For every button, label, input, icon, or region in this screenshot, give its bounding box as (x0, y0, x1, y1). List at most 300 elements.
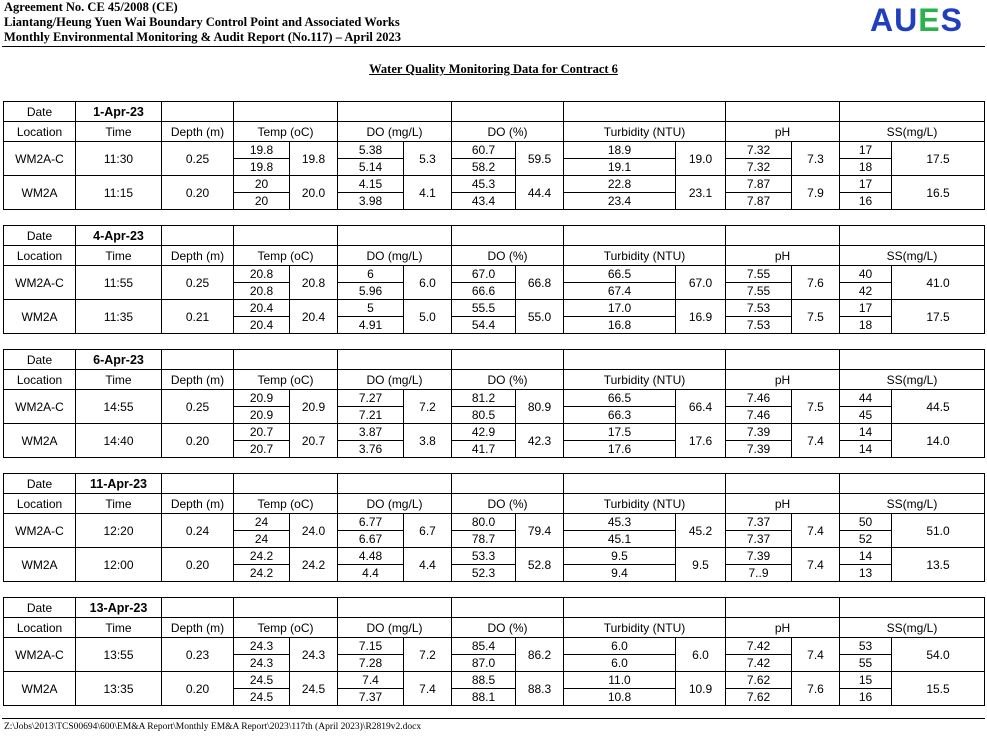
temp-reading-1: 20.9 (234, 390, 290, 407)
turbidity-reading-1: 17.0 (564, 300, 676, 317)
empty-cell (338, 598, 452, 618)
date-value: 11-Apr-23 (76, 474, 162, 494)
do-pct-average: 44.4 (516, 176, 564, 210)
agreement-no: Agreement No. CE 45/2008 (CE) (4, 0, 178, 14)
temp-reading-1: 19.8 (234, 142, 290, 159)
ss-average: 17.5 (892, 300, 985, 334)
do-pct-reading-2: 52.3 (452, 565, 516, 582)
station-row (4, 548, 985, 565)
empty-cell (726, 226, 840, 246)
header-temp: Temp (oC) (234, 370, 338, 390)
do-pct-reading-2: 43.4 (452, 193, 516, 210)
time-cell: 11:30 (76, 142, 162, 176)
ss-reading-2: 16 (840, 689, 892, 706)
turbidity-reading-2: 16.8 (564, 317, 676, 334)
empty-cell (840, 350, 985, 370)
ph-average: 7.5 (792, 390, 840, 424)
report-title: Monthly Environmental Monitoring & Audit Report (No.117) – April 2023 (4, 30, 402, 44)
ph-reading-2: 7.87 (726, 193, 792, 210)
location-cell: WM2A (4, 176, 76, 210)
header-time: Time (76, 246, 162, 266)
header-temp: Temp (oC) (234, 246, 338, 266)
date-value: 1-Apr-23 (76, 102, 162, 122)
ph-average: 7.4 (792, 514, 840, 548)
ph-average: 7.4 (792, 424, 840, 458)
depth-cell: 0.20 (162, 424, 234, 458)
ss-reading-2: 55 (840, 655, 892, 672)
date-value: 13-Apr-23 (76, 598, 162, 618)
empty-cell (452, 474, 564, 494)
turbidity-reading-1: 22.8 (564, 176, 676, 193)
empty-cell (234, 226, 338, 246)
empty-cell (564, 350, 726, 370)
date-label: Date (4, 474, 76, 494)
do-mgl-reading-2: 5.14 (338, 159, 404, 176)
ph-reading-2: 7.62 (726, 689, 792, 706)
header-depth: Depth (m) (162, 246, 234, 266)
ss-reading-2: 45 (840, 407, 892, 424)
time-cell: 14:55 (76, 390, 162, 424)
temp-average: 19.8 (290, 142, 338, 176)
station-row (4, 638, 985, 655)
turbidity-average: 9.5 (676, 548, 726, 582)
location-cell: WM2A (4, 300, 76, 334)
header-do-pct: DO (%) (452, 618, 564, 638)
temp-reading-2: 24.5 (234, 689, 290, 706)
turbidity-average: 10.9 (676, 672, 726, 706)
header-time: Time (76, 370, 162, 390)
date-row (4, 350, 985, 370)
station-row (4, 266, 985, 283)
empty-cell (162, 350, 234, 370)
turbidity-average: 19.0 (676, 142, 726, 176)
depth-cell: 0.24 (162, 514, 234, 548)
ph-reading-1: 7.53 (726, 300, 792, 317)
station-row (4, 300, 985, 317)
empty-cell (564, 598, 726, 618)
empty-cell (452, 598, 564, 618)
turbidity-average: 23.1 (676, 176, 726, 210)
depth-cell: 0.25 (162, 390, 234, 424)
temp-average: 20.9 (290, 390, 338, 424)
do-mgl-reading-1: 6.77 (338, 514, 404, 531)
ss-reading-2: 18 (840, 159, 892, 176)
ss-reading-1: 50 (840, 514, 892, 531)
document-header (4, 0, 401, 45)
water-quality-table (3, 473, 985, 582)
turbidity-reading-2: 67.4 (564, 283, 676, 300)
do-pct-reading-2: 87.0 (452, 655, 516, 672)
date-value: 4-Apr-23 (76, 226, 162, 246)
header-depth: Depth (m) (162, 494, 234, 514)
date-row (4, 598, 985, 618)
temp-reading-1: 24.5 (234, 672, 290, 689)
do-pct-reading-1: 53.3 (452, 548, 516, 565)
temp-reading-1: 24.2 (234, 548, 290, 565)
ss-reading-2: 14 (840, 441, 892, 458)
do-pct-reading-2: 41.7 (452, 441, 516, 458)
do-pct-average: 66.8 (516, 266, 564, 300)
do-pct-reading-2: 78.7 (452, 531, 516, 548)
monitoring-group (3, 473, 984, 582)
temp-reading-2: 20.8 (234, 283, 290, 300)
header-ph: pH (726, 494, 840, 514)
do-mgl-average: 4.4 (404, 548, 452, 582)
header-depth: Depth (m) (162, 370, 234, 390)
date-label: Date (4, 102, 76, 122)
header-do-mgl: DO (mg/L) (338, 122, 452, 142)
temp-average: 24.2 (290, 548, 338, 582)
do-mgl-reading-1: 5 (338, 300, 404, 317)
station-row (4, 424, 985, 441)
header-turbidity: Turbidity (NTU) (564, 618, 726, 638)
date-label: Date (4, 598, 76, 618)
do-mgl-average: 6.7 (404, 514, 452, 548)
do-pct-average: 59.5 (516, 142, 564, 176)
temp-reading-2: 20.9 (234, 407, 290, 424)
header-ss: SS(mg/L) (840, 494, 985, 514)
do-mgl-reading-1: 4.48 (338, 548, 404, 565)
water-quality-table (3, 101, 985, 210)
turbidity-reading-2: 23.4 (564, 193, 676, 210)
empty-cell (234, 350, 338, 370)
header-do-mgl: DO (mg/L) (338, 618, 452, 638)
date-label: Date (4, 226, 76, 246)
temp-average: 20.8 (290, 266, 338, 300)
temp-reading-2: 24 (234, 531, 290, 548)
ss-average: 16.5 (892, 176, 985, 210)
ph-reading-1: 7.42 (726, 638, 792, 655)
logo-letter-u: U (894, 2, 919, 38)
do-pct-reading-1: 88.5 (452, 672, 516, 689)
do-mgl-reading-2: 7.28 (338, 655, 404, 672)
ph-reading-2: 7.32 (726, 159, 792, 176)
ph-average: 7.3 (792, 142, 840, 176)
do-mgl-average: 7.2 (404, 390, 452, 424)
empty-cell (162, 598, 234, 618)
turbidity-reading-1: 6.0 (564, 638, 676, 655)
do-mgl-reading-2: 4.91 (338, 317, 404, 334)
do-mgl-reading-1: 7.4 (338, 672, 404, 689)
empty-cell (162, 474, 234, 494)
do-mgl-reading-2: 7.21 (338, 407, 404, 424)
header-do-mgl: DO (mg/L) (338, 370, 452, 390)
ss-reading-1: 40 (840, 266, 892, 283)
turbidity-reading-1: 18.9 (564, 142, 676, 159)
ss-average: 13.5 (892, 548, 985, 582)
column-header-row (4, 122, 985, 142)
station-row (4, 514, 985, 531)
do-mgl-reading-1: 7.27 (338, 390, 404, 407)
ss-reading-1: 14 (840, 548, 892, 565)
header-ss: SS(mg/L) (840, 122, 985, 142)
do-pct-reading-2: 88.1 (452, 689, 516, 706)
ph-reading-1: 7.32 (726, 142, 792, 159)
ss-reading-1: 15 (840, 672, 892, 689)
ss-average: 15.5 (892, 672, 985, 706)
do-mgl-reading-1: 4.15 (338, 176, 404, 193)
footer-divider (2, 718, 985, 719)
header-time: Time (76, 618, 162, 638)
do-mgl-average: 7.4 (404, 672, 452, 706)
do-pct-reading-2: 54.4 (452, 317, 516, 334)
empty-cell (234, 102, 338, 122)
do-pct-average: 42.3 (516, 424, 564, 458)
header-ph: pH (726, 618, 840, 638)
do-mgl-reading-2: 6.67 (338, 531, 404, 548)
empty-cell (840, 102, 985, 122)
do-pct-average: 86.2 (516, 638, 564, 672)
location-cell: WM2A-C (4, 638, 76, 672)
temp-reading-1: 24.3 (234, 638, 290, 655)
header-depth: Depth (m) (162, 122, 234, 142)
do-pct-reading-1: 85.4 (452, 638, 516, 655)
header-do-mgl: DO (mg/L) (338, 246, 452, 266)
turbidity-average: 66.4 (676, 390, 726, 424)
do-pct-reading-1: 81.2 (452, 390, 516, 407)
do-pct-average: 79.4 (516, 514, 564, 548)
do-pct-reading-2: 66.6 (452, 283, 516, 300)
ss-average: 17.5 (892, 142, 985, 176)
turbidity-reading-1: 66.5 (564, 266, 676, 283)
turbidity-average: 17.6 (676, 424, 726, 458)
do-pct-reading-1: 42.9 (452, 424, 516, 441)
do-mgl-average: 7.2 (404, 638, 452, 672)
do-mgl-average: 3.8 (404, 424, 452, 458)
location-cell: WM2A (4, 548, 76, 582)
empty-cell (564, 474, 726, 494)
do-mgl-reading-1: 6 (338, 266, 404, 283)
turbidity-reading-2: 10.8 (564, 689, 676, 706)
ss-reading-2: 16 (840, 193, 892, 210)
header-ph: pH (726, 246, 840, 266)
header-depth: Depth (m) (162, 618, 234, 638)
header-location: Location (4, 246, 76, 266)
empty-cell (234, 474, 338, 494)
do-mgl-reading-2: 3.98 (338, 193, 404, 210)
ph-average: 7.5 (792, 300, 840, 334)
ph-reading-2: 7.39 (726, 441, 792, 458)
column-header-row (4, 618, 985, 638)
depth-cell: 0.20 (162, 672, 234, 706)
time-cell: 12:00 (76, 548, 162, 582)
temp-reading-1: 20 (234, 176, 290, 193)
depth-cell: 0.25 (162, 266, 234, 300)
do-pct-reading-1: 60.7 (452, 142, 516, 159)
temp-reading-2: 20 (234, 193, 290, 210)
empty-cell (338, 350, 452, 370)
turbidity-average: 6.0 (676, 638, 726, 672)
date-row (4, 474, 985, 494)
do-mgl-average: 6.0 (404, 266, 452, 300)
do-mgl-reading-1: 7.15 (338, 638, 404, 655)
turbidity-reading-2: 66.3 (564, 407, 676, 424)
ss-reading-1: 44 (840, 390, 892, 407)
header-ph: pH (726, 370, 840, 390)
monitoring-group (3, 349, 984, 458)
ph-reading-2: 7.53 (726, 317, 792, 334)
header-location: Location (4, 370, 76, 390)
depth-cell: 0.25 (162, 142, 234, 176)
time-cell: 11:35 (76, 300, 162, 334)
turbidity-reading-2: 17.6 (564, 441, 676, 458)
temp-reading-2: 19.8 (234, 159, 290, 176)
header-do-mgl: DO (mg/L) (338, 494, 452, 514)
logo-letter-a: A (870, 2, 895, 38)
time-cell: 11:15 (76, 176, 162, 210)
do-pct-reading-1: 67.0 (452, 266, 516, 283)
turbidity-average: 67.0 (676, 266, 726, 300)
ph-reading-2: 7..9 (726, 565, 792, 582)
column-header-row (4, 494, 985, 514)
do-pct-average: 55.0 (516, 300, 564, 334)
temp-average: 20.4 (290, 300, 338, 334)
ss-reading-1: 17 (840, 176, 892, 193)
turbidity-reading-1: 45.3 (564, 514, 676, 531)
ss-reading-1: 14 (840, 424, 892, 441)
header-divider (2, 46, 985, 47)
turbidity-reading-1: 66.5 (564, 390, 676, 407)
depth-cell: 0.20 (162, 176, 234, 210)
header-do-pct: DO (%) (452, 122, 564, 142)
temp-reading-2: 20.7 (234, 441, 290, 458)
date-row (4, 226, 985, 246)
ph-average: 7.6 (792, 672, 840, 706)
temp-reading-2: 24.2 (234, 565, 290, 582)
do-mgl-average: 5.0 (404, 300, 452, 334)
water-quality-table (3, 597, 985, 706)
water-quality-table (3, 349, 985, 458)
table-title: Water Quality Monitoring Data for Contract 6 (369, 62, 618, 76)
turbidity-reading-2: 19.1 (564, 159, 676, 176)
header-do-pct: DO (%) (452, 246, 564, 266)
empty-cell (726, 350, 840, 370)
empty-cell (726, 474, 840, 494)
temp-reading-2: 24.3 (234, 655, 290, 672)
header-location: Location (4, 122, 76, 142)
time-cell: 12:20 (76, 514, 162, 548)
ph-reading-1: 7.55 (726, 266, 792, 283)
temp-average: 24.3 (290, 638, 338, 672)
ph-average: 7.4 (792, 638, 840, 672)
temp-average: 20.0 (290, 176, 338, 210)
time-cell: 13:35 (76, 672, 162, 706)
turbidity-reading-2: 45.1 (564, 531, 676, 548)
do-pct-reading-2: 80.5 (452, 407, 516, 424)
do-pct-average: 52.8 (516, 548, 564, 582)
ss-average: 54.0 (892, 638, 985, 672)
ph-reading-1: 7.62 (726, 672, 792, 689)
do-pct-average: 88.3 (516, 672, 564, 706)
header-location: Location (4, 494, 76, 514)
time-cell: 11:55 (76, 266, 162, 300)
turbidity-reading-1: 17.5 (564, 424, 676, 441)
location-cell: WM2A-C (4, 142, 76, 176)
header-turbidity: Turbidity (NTU) (564, 370, 726, 390)
do-mgl-reading-2: 5.96 (338, 283, 404, 300)
ph-reading-2: 7.55 (726, 283, 792, 300)
ph-reading-1: 7.46 (726, 390, 792, 407)
do-pct-reading-1: 45.3 (452, 176, 516, 193)
empty-cell (840, 598, 985, 618)
turbidity-reading-2: 9.4 (564, 565, 676, 582)
ss-reading-1: 17 (840, 300, 892, 317)
turbidity-average: 16.9 (676, 300, 726, 334)
header-turbidity: Turbidity (NTU) (564, 494, 726, 514)
empty-cell (452, 102, 564, 122)
location-cell: WM2A (4, 424, 76, 458)
empty-cell (726, 598, 840, 618)
station-row (4, 672, 985, 689)
empty-cell (726, 102, 840, 122)
aues-logo (870, 2, 963, 38)
do-mgl-reading-2: 7.37 (338, 689, 404, 706)
temp-reading-2: 20.4 (234, 317, 290, 334)
header-turbidity: Turbidity (NTU) (564, 246, 726, 266)
logo-letter-e: E (918, 2, 941, 38)
station-row (4, 176, 985, 193)
temp-reading-1: 20.4 (234, 300, 290, 317)
turbidity-reading-1: 9.5 (564, 548, 676, 565)
header-ss: SS(mg/L) (840, 246, 985, 266)
header-ss: SS(mg/L) (840, 370, 985, 390)
station-row (4, 142, 985, 159)
temp-reading-1: 24 (234, 514, 290, 531)
time-cell: 13:55 (76, 638, 162, 672)
column-header-row (4, 370, 985, 390)
empty-cell (162, 102, 234, 122)
header-temp: Temp (oC) (234, 618, 338, 638)
ss-reading-2: 13 (840, 565, 892, 582)
column-header-row (4, 246, 985, 266)
ph-average: 7.9 (792, 176, 840, 210)
depth-cell: 0.23 (162, 638, 234, 672)
file-path-footer: Z:\Jobs\2013\TCS00694\600\EM&A Report\Monthly EM&A Report\2023\117th (April 2023)\R2819v2.docx (4, 722, 422, 732)
depth-cell: 0.20 (162, 548, 234, 582)
project-title: Liantang/Heung Yuen Wai Boundary Control Point and Associated Works (4, 15, 400, 29)
monitoring-group (3, 225, 984, 334)
temp-average: 24.0 (290, 514, 338, 548)
monitoring-group (3, 101, 984, 210)
ss-average: 41.0 (892, 266, 985, 300)
do-mgl-reading-2: 4.4 (338, 565, 404, 582)
temp-reading-1: 20.7 (234, 424, 290, 441)
date-value: 6-Apr-23 (76, 350, 162, 370)
date-row (4, 102, 985, 122)
empty-cell (338, 474, 452, 494)
header-ss: SS(mg/L) (840, 618, 985, 638)
do-mgl-reading-1: 3.87 (338, 424, 404, 441)
time-cell: 14:40 (76, 424, 162, 458)
location-cell: WM2A (4, 672, 76, 706)
header-temp: Temp (oC) (234, 494, 338, 514)
header-turbidity: Turbidity (NTU) (564, 122, 726, 142)
empty-cell (234, 598, 338, 618)
ph-reading-2: 7.42 (726, 655, 792, 672)
empty-cell (564, 226, 726, 246)
header-do-pct: DO (%) (452, 494, 564, 514)
do-pct-average: 80.9 (516, 390, 564, 424)
header-do-pct: DO (%) (452, 370, 564, 390)
ss-average: 14.0 (892, 424, 985, 458)
ph-average: 7.6 (792, 266, 840, 300)
empty-cell (162, 226, 234, 246)
ss-reading-2: 52 (840, 531, 892, 548)
header-temp: Temp (oC) (234, 122, 338, 142)
empty-cell (452, 226, 564, 246)
ph-reading-1: 7.39 (726, 548, 792, 565)
do-mgl-reading-1: 5.38 (338, 142, 404, 159)
